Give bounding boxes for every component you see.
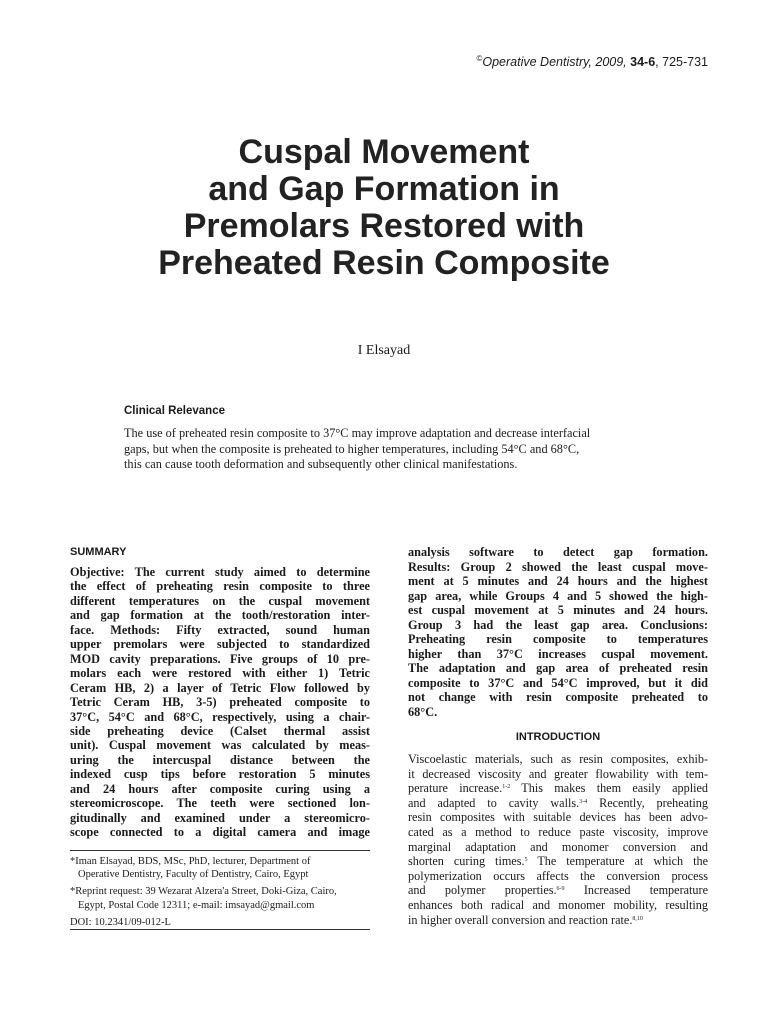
summary-left-column xyxy=(70,565,370,840)
text-line: composite to 37°C and 54°C improved, but it did xyxy=(408,675,708,690)
text-line: the effect of preheating resin composite to three xyxy=(70,579,370,594)
reprint-request-footnote xyxy=(70,885,370,911)
text-line: analysis software to detect gap formation. xyxy=(408,545,708,559)
text-line: Ceram HB, 2) a layer of Tetric Flow followed by xyxy=(70,680,370,695)
text-line: face. Methods: Fifty extracted, sound human xyxy=(70,622,370,637)
text-line: 37°C, 54°C and 68°C, respectively, using a chair- xyxy=(70,709,370,724)
text-line: Preheating resin composite to temperatures xyxy=(408,632,708,646)
footnotes xyxy=(70,855,370,933)
citation-ref: 6-9 xyxy=(556,886,565,893)
footnote-line: Operative Dentistry, Faculty of Dentistry, Cairo, Egypt xyxy=(78,869,309,881)
copyright-mark: © xyxy=(476,54,483,63)
text-line: stereomicroscope. The teeth were sectioned lon- xyxy=(70,796,370,811)
journal-pages: , 725-731 xyxy=(655,55,708,70)
text-line xyxy=(408,913,708,928)
line-text: Increased temperature xyxy=(564,883,708,898)
footnote-line: Egypt, Postal Code 12311; e-mail: imsayad@gmail.com xyxy=(78,899,315,911)
line-text: it decreased viscosity and greater flowability with tem- xyxy=(408,766,708,781)
footnote-line: *Iman Elsayad, BDS, MSc, PhD, lecturer, Department of xyxy=(70,856,311,867)
text-line: unit). Cuspal movement was calculated by meas- xyxy=(70,738,370,753)
text-line: not change with resin composite preheated to xyxy=(408,690,708,704)
line-text: polymerization occurs affects the conversion process xyxy=(408,868,708,883)
citation-ref: 5 xyxy=(524,857,528,864)
text-line: The use of preheated resin composite to 37°C may improve adaptation and decrease interfacial xyxy=(124,426,591,440)
text-line: this can cause tooth deformation and subsequently other clinical manifestations. xyxy=(124,457,518,471)
text-line: Tetric Ceram HB, 3-5) preheated composite to xyxy=(70,695,370,710)
citation-ref: 1-2 xyxy=(502,784,511,791)
text-line: gaps, but when the composite is preheated to higher temperatures, including 54°C and 68°C, xyxy=(124,441,580,456)
text-line: gitudinally and examined under a stereomicro- xyxy=(70,810,370,825)
line-text: cated as a method to reduce paste viscosity, improve xyxy=(408,824,708,839)
text-line xyxy=(408,898,708,913)
line-text: Recently, preheating xyxy=(587,795,708,810)
line-text: and polymer properties. xyxy=(408,883,557,898)
text-line xyxy=(408,781,708,796)
paper-title xyxy=(0,134,768,282)
title-line: Preheated Resin Composite xyxy=(158,244,610,282)
journal-name: Operative Dentistry, 2009, xyxy=(482,55,631,70)
line-text: The temperature at which the xyxy=(527,854,708,869)
text-line: MOD cavity preparations. Five groups of 10 pre- xyxy=(70,651,370,666)
line-text: Viscoelastic materials, such as resin composites, exhib- xyxy=(408,752,708,766)
text-line xyxy=(408,796,708,811)
footnote-divider xyxy=(70,850,370,851)
text-line: molars each were restored with either 1) Tetric xyxy=(70,666,370,681)
text-line xyxy=(408,869,708,884)
text-line: upper premolars were subjected to standardized xyxy=(70,637,370,652)
text-line xyxy=(408,883,708,898)
journal-volume: 34-6 xyxy=(630,55,656,70)
text-line: scope connected to a digital camera and image xyxy=(70,825,370,840)
summary-heading: SUMMARY xyxy=(70,546,127,558)
journal-citation xyxy=(476,54,708,69)
text-line: higher than 37°C increases cuspal movement. xyxy=(408,646,708,661)
line-text: in higher overall conversion and reaction rate. xyxy=(408,912,633,927)
text-line xyxy=(408,840,708,855)
clinical-relevance-text xyxy=(124,426,658,473)
text-line xyxy=(408,767,708,782)
title-line: Premolars Restored with xyxy=(183,207,585,245)
text-line xyxy=(408,810,708,825)
clinical-relevance-heading: Clinical Relevance xyxy=(124,405,225,417)
text-line: gap area, while Groups 4 and 5 showed the high- xyxy=(408,588,708,603)
text-line xyxy=(408,752,708,767)
doi: DOI: 10.2341/09-012-L xyxy=(70,916,171,928)
introduction-heading: INTRODUCTION xyxy=(515,731,601,743)
text-line: Results: Group 2 showed the least cuspal move- xyxy=(408,559,708,574)
text-line: and gap formation at the tooth/restoration inter- xyxy=(70,608,370,623)
text-line: Objective: The current study aimed to determine xyxy=(70,565,370,579)
introduction-text xyxy=(408,752,708,927)
line-text: marginal adaptation and monomer conversion and xyxy=(408,839,708,854)
text-line: ment at 5 minutes and 24 hours and the highest xyxy=(408,574,708,588)
line-text: resin composites with suitable devices has been advo- xyxy=(408,810,708,825)
text-line: The adaptation and gap area of preheated resin xyxy=(408,661,708,675)
title-line: and Gap Formation in xyxy=(208,170,560,208)
text-line: est cuspal movement at 5 minutes and 24 hours. xyxy=(408,603,708,617)
text-line xyxy=(408,825,708,840)
footnote-line: *Reprint request: 39 Wezarat Alzera'a Street, Doki-Giza, Cairo, xyxy=(70,886,337,898)
footnote-bottom-rule xyxy=(70,929,370,930)
author-name: I Elsayad xyxy=(357,343,411,358)
citation-ref: 8,10 xyxy=(632,915,643,922)
title-line: Cuspal Movement xyxy=(238,133,530,171)
text-line: side preheating device (Calset thermal assist xyxy=(70,723,370,738)
text-line: 68°C. xyxy=(408,704,438,719)
author-affiliation-footnote xyxy=(70,855,370,881)
text-line xyxy=(408,854,708,869)
line-text: perature increase. xyxy=(408,781,503,796)
text-line: indexed cusp tips before restoration 5 minutes xyxy=(70,767,370,782)
text-line: uring the intercuspal distance between the xyxy=(70,752,370,767)
summary-right-column xyxy=(408,545,708,719)
text-line: different temperatures on the cuspal movement xyxy=(70,593,370,608)
line-text: This makes them easily applied xyxy=(510,781,708,796)
line-text: shorten curing times. xyxy=(408,854,525,869)
citation-ref: 3-4 xyxy=(579,798,588,805)
line-text: and adapted to cavity walls. xyxy=(408,795,580,810)
line-text: enhances both radical and monomer mobility, resulting xyxy=(408,897,708,912)
text-line: Group 3 had the least gap area. Conclusions: xyxy=(408,617,708,632)
text-line: and 24 hours after composite curing using a xyxy=(70,781,370,796)
